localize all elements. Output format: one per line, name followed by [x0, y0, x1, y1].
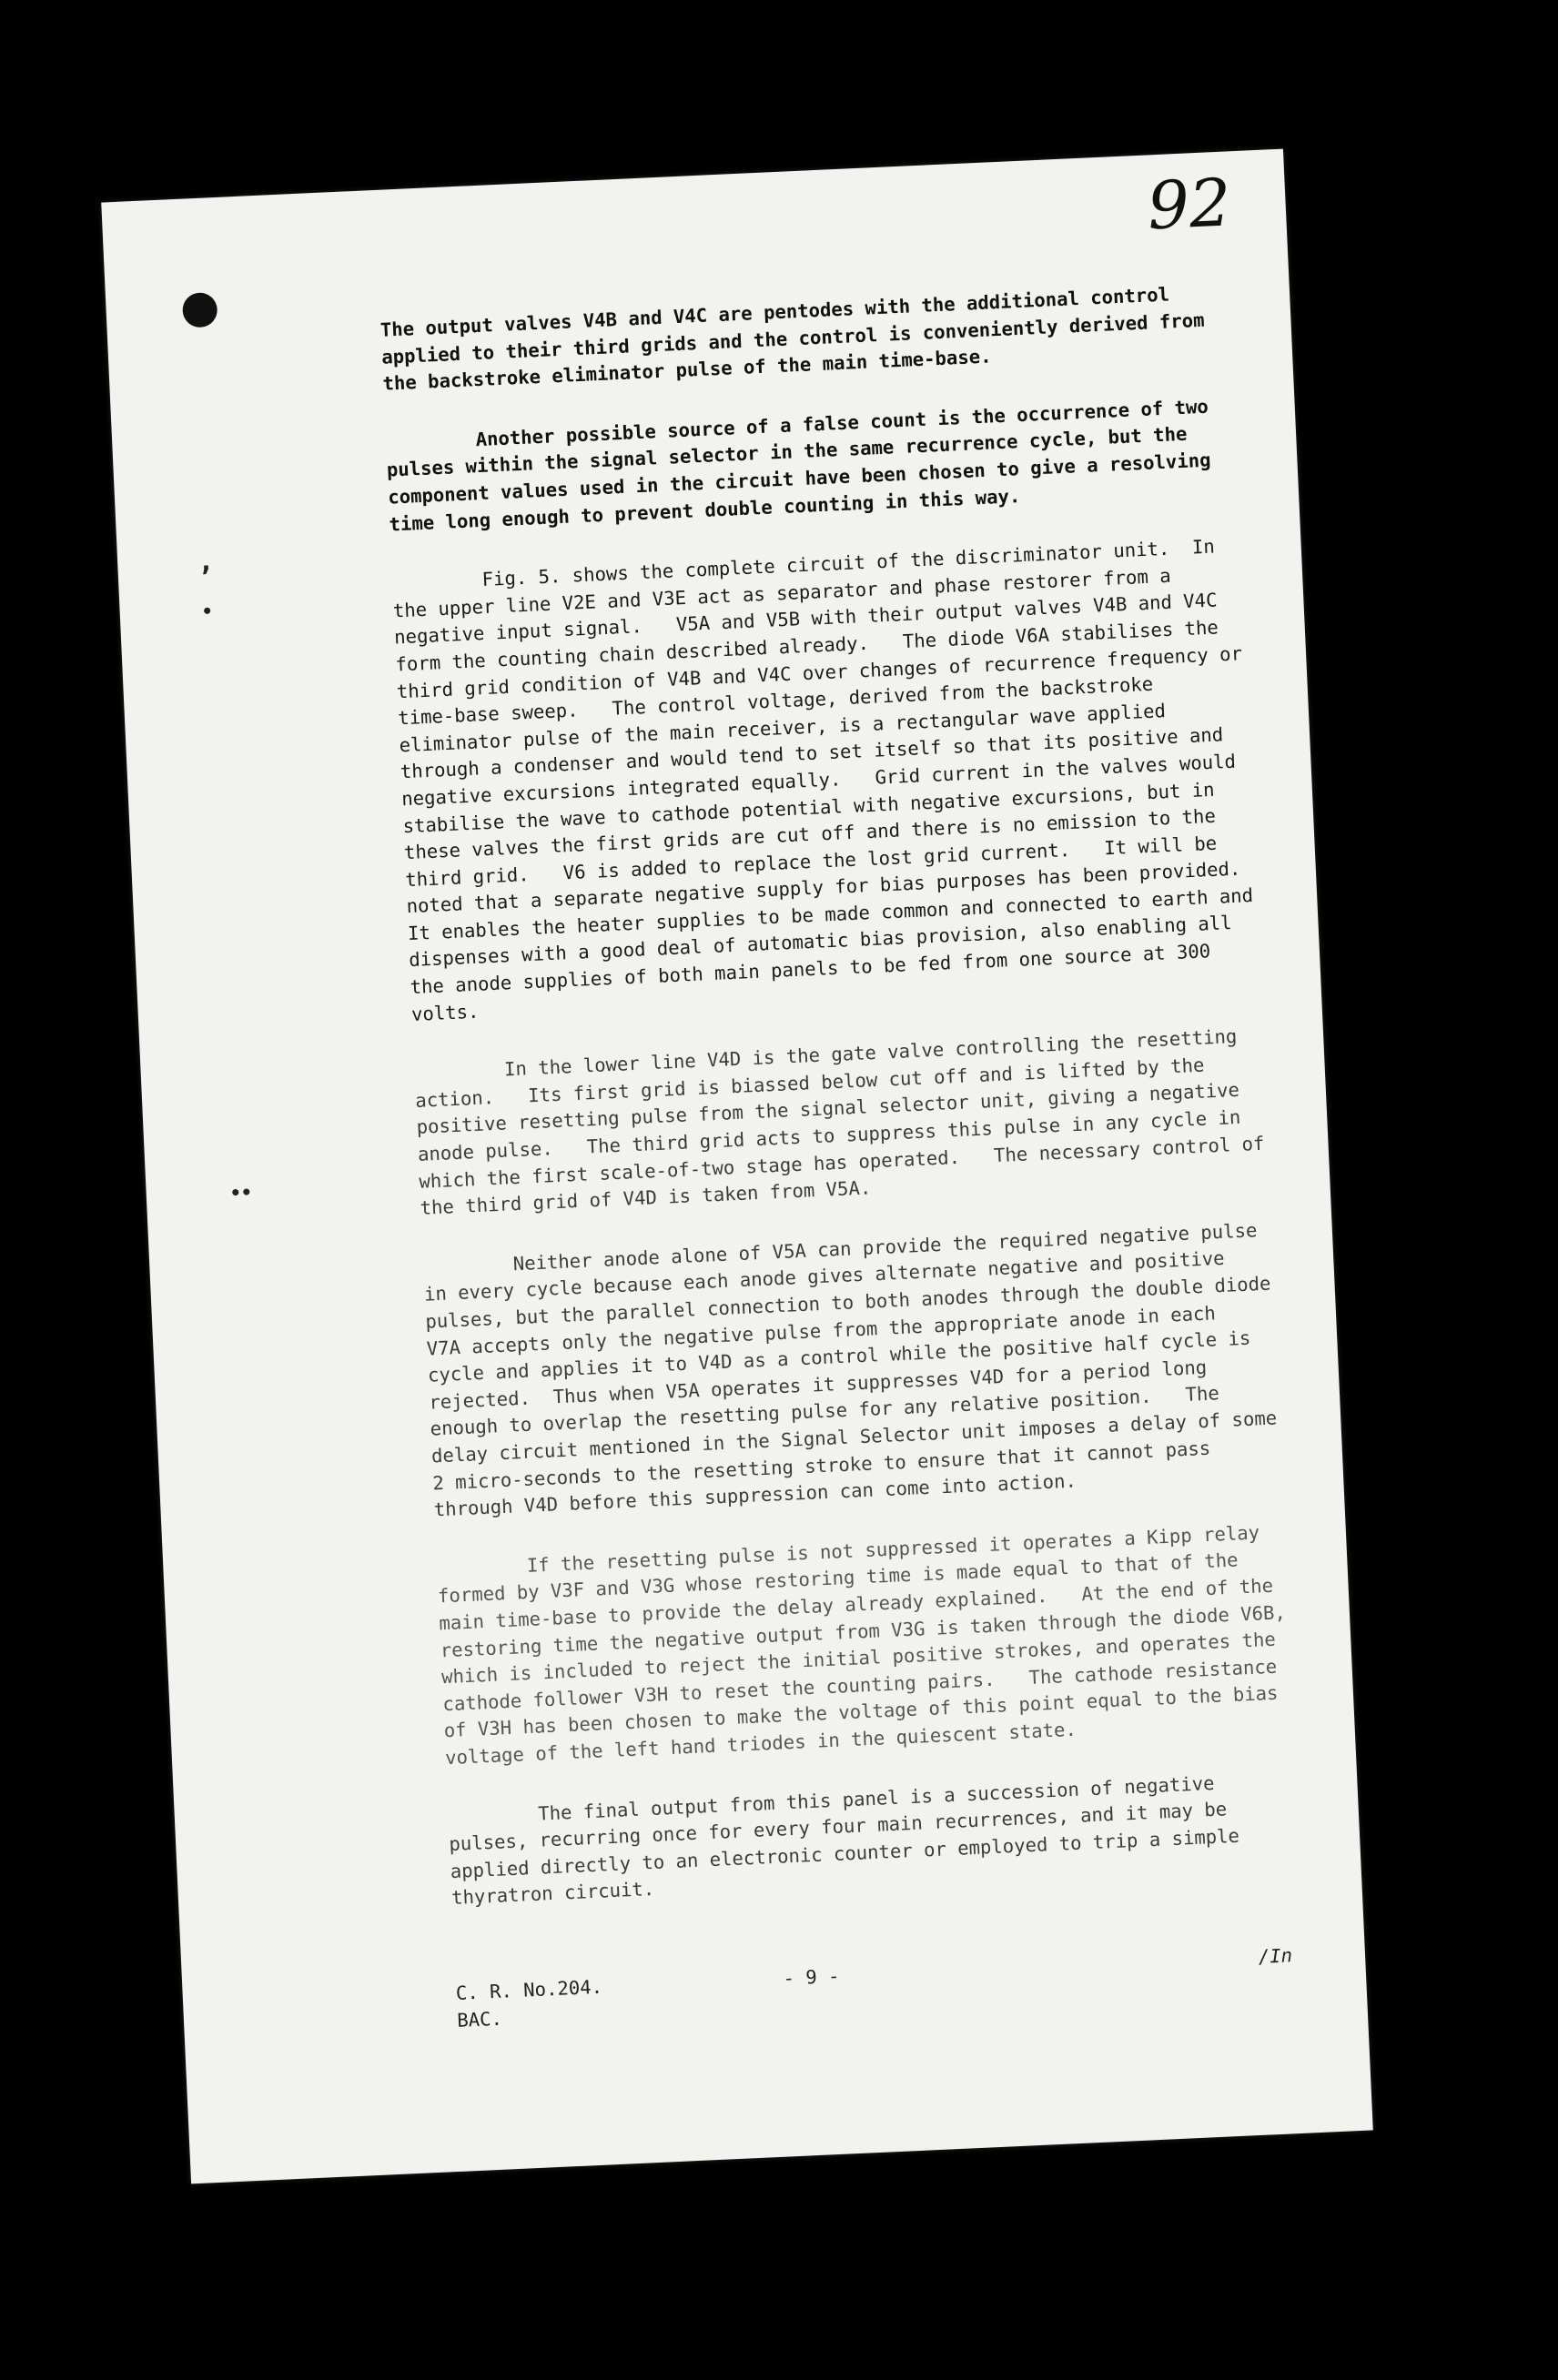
page-number: - 9 - [782, 1964, 841, 1990]
page-footer [455, 1942, 1293, 2032]
paragraph: In the lower line V4D is the gate valve controlling the resetting action. Its first grid is biassed below cut off and is lifted by the positive resetting pulse from the signal selector unit, giving a negative anode pulse. The third grid acts to suppress this pulse in any cycle in which the first scale-of-two stage has operated. The necessary control of the third grid of V4D is taken from V5A. [413, 1024, 1277, 1220]
paragraph: If the resetting pulse is not suppressed it operates a Kipp relay formed by V3F and V3G whose restoring time is made equal to that of the main time-base to provide the delay already explained. At the end of the restoring time the negative output from V3G is taken through the diode V6B, which is included to reject the initial positive strokes, and operates the cathode follower V3H to reset the counting pairs. The cathode resistance of V3H has been chosen to make the voltage of this point equal to the bias voltage of the left hand triodes in the quiescent state. [436, 1520, 1298, 1770]
paragraph: The output valves V4B and V4C are pentodes with the additional control applied to their third grids and the control is conveniently derived from the backstroke eliminator pulse of the main time-base. [379, 282, 1217, 395]
paragraph: Fig. 5. shows the complete circuit of the discriminator unit. In the upper line V2E and V3E act as separator and phase restorer from a negative input signal. V5A and V5B with their output valves V4B and V4C form the counting chain described already. The diode V6A stabilises the third grid condition of V4B and V4C over changes of recurrence frequency or time-base sweep. The control voltage, derived from the backstroke eliminator pulse of the main receiver, is a rectangular wave applied through a condenser and would tend to set itself so that its positive and negative excursions integrated equally. Grid current in the valves would stabilise the wave to cathode potential with negative excursions, but in these valves the first grids are cut off and there is no emission to the third grid. V6 is added to replace the lost grid current. It will be noted that a separate negative supply for bias purposes has been provided. It enables the heater supplies to be made common and connected to earth and dispenses with a good deal of automatic bias provision, also enabling all the anode supplies of both main panels to be fed from one source at 300 volts. [391, 535, 1275, 1025]
punch-hole [182, 292, 218, 328]
paragraph: The final output from this panel is a succession of negative pulses, recurring once for every four main recurrences, and it may be applied directly to an electronic counter or employed to trip a simple thyratron circuit. [447, 1770, 1251, 1910]
report-reference: C. R. No.204. BAC. [455, 1975, 603, 2032]
document-page [101, 149, 1373, 2184]
margin-mark: •• [229, 1181, 253, 1205]
document-body [379, 278, 1308, 1945]
folio-number: 92 [1146, 164, 1233, 245]
continuation-mark: /In [1258, 1944, 1293, 1968]
paragraph: Another possible source of a false count is the occurrence of two pulses within the signal selector in the same recurrence cycle, but the component values used in the circuit have been chosen to give a resolving time long enough to prevent double counting in this way. [385, 394, 1223, 536]
paragraph: Neither anode alone of V5A can provide the required negative pulse in every cycle because each anode gives alternate negative and positive pulses, but the parallel connection to both anodes through the double diode V7A accepts only the negative pulse from the appropriate anode in each cycle and applies it to V4D as a control while the positive half cycle is rejected. Thus when V5A operates it suppresses V4D for a period long enough to overlap the resetting pulse for any relative position. The delay circuit mentioned in the Signal Selector unit imposes a delay of some 2 micro-seconds to the resetting stroke to ensure that it cannot pass through V4D before this suppression can come into action. [422, 1218, 1289, 1521]
margin-mark: • [201, 600, 214, 623]
margin-mark: , [197, 545, 216, 579]
